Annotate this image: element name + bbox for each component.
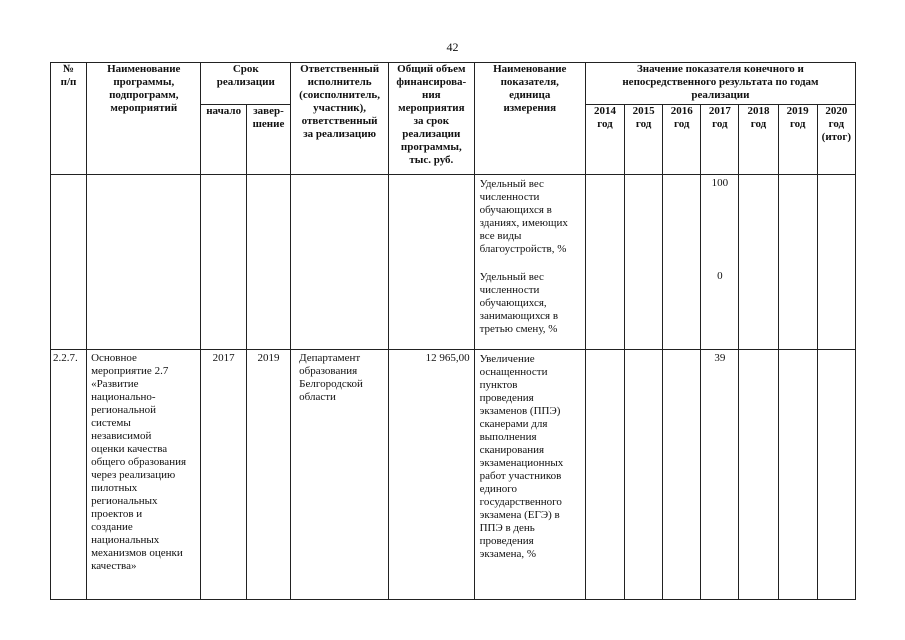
header-cell-responsible [291,63,389,175]
header-year-2014 [585,105,624,175]
start-year: 2017 [212,352,235,364]
header-responsible-label: Ответственный исполнитель (соисполнитель, участник), ответственный за реализацию [299,63,381,140]
indicator-text: Удельный вес численности обучающихся в зданиях, имеющих все виды благоустройств, % [479,178,568,255]
row2-num-cell [51,350,87,600]
year-label: 2014 год [593,105,616,130]
header-cell-name [87,63,201,175]
header-year-2017 [701,105,739,175]
row1-indicator-cell [474,175,585,350]
indicator-text: Увеличение оснащенности пунктов проведения экзаменов (ППЭ) сканерами для выполнения сканирования экзаменационных работ участников единого государственного экзамена (ЕГЭ) в ППЭ в день проведения экзамена, % [479,353,564,560]
header-cell-indicator [474,63,585,175]
row2-2018-cell [739,350,778,600]
header-values-label: Значение показателя конечного и непосредственного результата по годам реализации [622,63,819,101]
header-cell-values [585,63,855,105]
row1-start-cell [201,175,246,350]
row2-2016-cell [663,350,701,600]
header-cell-end [246,105,290,175]
row2-2015-cell [625,350,663,600]
header-year-2018 [739,105,778,175]
indicator-text: Удельный вес численности обучающихся, занимающихся в третью смену, % [479,271,559,335]
row2-2020-cell [817,350,855,600]
indicator-value: 100 [711,177,729,189]
header-start-label: начало [206,105,242,117]
row2-responsible-cell [291,350,389,600]
page-number: 42 [446,40,459,54]
row2-2019-cell [778,350,817,600]
indicator-value: 39 [714,352,726,364]
row2-start-cell [201,350,246,600]
responsible-executor: Департамент образования Белгородской области [299,352,363,403]
header-period-label: Срок реализации [216,63,275,88]
row2-2014-cell [585,350,624,600]
year-label: 2016 год [670,105,693,130]
year-label: 2018 год [747,105,770,130]
row-number: 2.2.7. [53,352,78,364]
program-table [50,62,856,600]
table-row [51,350,856,600]
header-cell-period [201,63,291,105]
year-label: 2015 год [632,105,655,130]
row2-end-cell [246,350,290,600]
end-year: 2019 [257,352,280,364]
header-year-2020 [817,105,855,175]
row2-financing-cell [389,350,475,600]
header-financing-label: Общий объем финансирова- ния мероприятия за срок реализации программы, тыс. руб. [396,63,467,166]
year-label: 2020 год (итог) [821,105,852,143]
header-year-2015 [625,105,663,175]
row1-responsible-cell [291,175,389,350]
header-indicator-label: Наименование показателя, единица измерения [493,63,567,114]
row1-2017-cell [701,175,739,350]
row1-2015-cell [625,175,663,350]
measure-name: Основное мероприятие 2.7 «Развитие национально- региональной системы независимой оценки качества общего образования через реализацию пилотных региональных проектов и создание национальных механизмов оценки качества» [91,352,187,572]
row1-2016-cell [663,175,701,350]
financing-amount: 12 965,00 [425,352,470,364]
row2-name-cell [87,350,201,600]
header-year-2016 [663,105,701,175]
row1-2014-cell [585,175,624,350]
row1-2018-cell [739,175,778,350]
header-year-2019 [778,105,817,175]
row1-2019-cell [778,175,817,350]
header-cell-num [51,63,87,175]
header-row-1 [51,63,856,105]
row2-2017-cell [701,350,739,600]
header-cell-start [201,105,246,175]
row1-num-cell [51,175,87,350]
header-num-label: № п/п [60,63,77,88]
row1-2020-cell [817,175,855,350]
table-row [51,175,856,350]
header-end-label: завер- шение [252,105,285,130]
row2-indicator-cell [474,350,585,600]
year-label: 2019 год [786,105,809,130]
row1-financing-cell [389,175,475,350]
header-name-label: Наименование программы, подпрограмм, мероприятий [107,63,181,114]
year-label: 2017 год [708,105,731,130]
indicator-value: 0 [717,270,723,282]
header-cell-financing [389,63,475,175]
row1-name-cell [87,175,201,350]
row1-end-cell [246,175,290,350]
